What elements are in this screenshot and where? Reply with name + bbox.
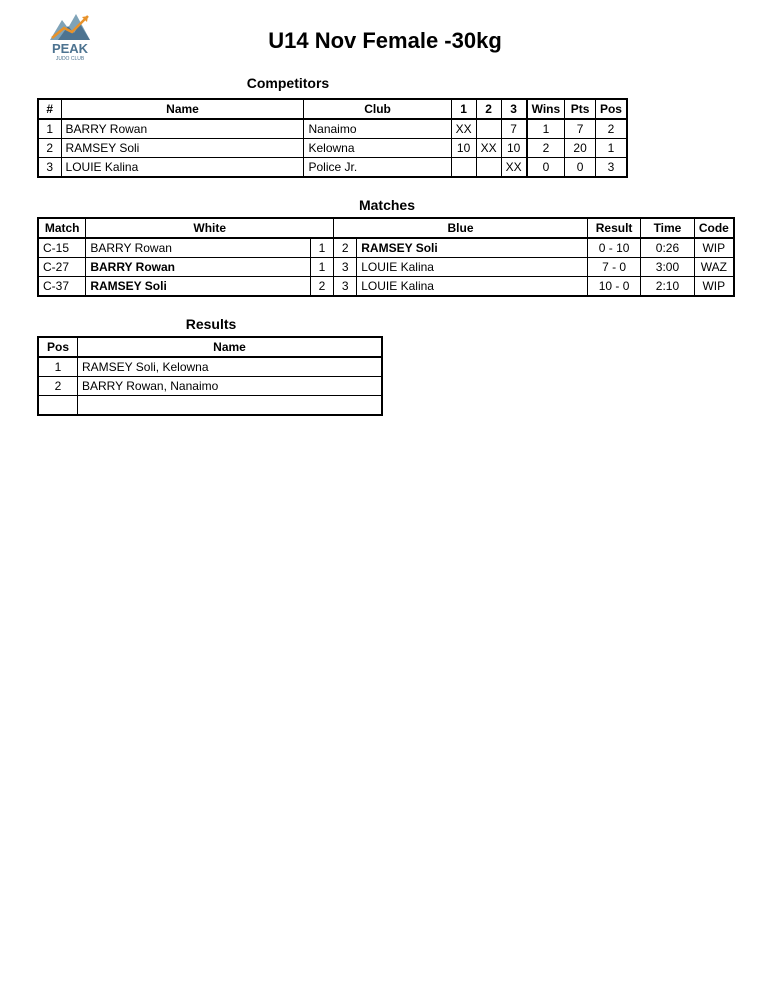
match-result: 0 - 10 bbox=[587, 238, 640, 258]
result-name bbox=[78, 396, 383, 416]
match-result: 7 - 0 bbox=[587, 258, 640, 277]
match-code: WIP bbox=[694, 238, 734, 258]
competitor-name: BARRY Rowan bbox=[61, 119, 304, 139]
col-pos: Pos bbox=[595, 99, 627, 119]
result-name: BARRY Rowan, Nanaimo bbox=[78, 377, 383, 396]
col-code: Code bbox=[694, 218, 734, 238]
match-row bbox=[38, 277, 734, 297]
col-match: Match bbox=[38, 218, 86, 238]
col-score-2: 2 bbox=[476, 99, 501, 119]
match-white-num: 1 bbox=[310, 238, 333, 258]
competitor-score bbox=[476, 119, 501, 139]
competitors-table bbox=[37, 98, 628, 178]
match-blue-num: 3 bbox=[334, 258, 357, 277]
competitor-score: 10 bbox=[451, 139, 476, 158]
col-num: # bbox=[38, 99, 61, 119]
page-title: U14 Nov Female -30kg bbox=[268, 28, 502, 53]
match-id: C-37 bbox=[38, 277, 86, 297]
results-heading: Results bbox=[185, 316, 237, 332]
match-white: BARRY Rowan bbox=[86, 258, 311, 277]
match-row bbox=[38, 238, 734, 258]
match-code: WIP bbox=[694, 277, 734, 297]
competitor-club: Nanaimo bbox=[304, 119, 451, 139]
result-row bbox=[38, 377, 382, 396]
match-time: 0:26 bbox=[641, 238, 694, 258]
matches-table bbox=[37, 217, 735, 297]
competitor-pos: 2 bbox=[595, 119, 627, 139]
match-white-num: 1 bbox=[310, 258, 333, 277]
match-blue: LOUIE Kalina bbox=[357, 258, 588, 277]
col-club: Club bbox=[304, 99, 451, 119]
svg-text:JUDO CLUB: JUDO CLUB bbox=[55, 56, 85, 62]
match-white: BARRY Rowan bbox=[86, 238, 311, 258]
competitor-name: LOUIE Kalina bbox=[61, 158, 304, 178]
competitor-score: XX bbox=[476, 139, 501, 158]
competitor-score: XX bbox=[451, 119, 476, 139]
competitor-num: 3 bbox=[38, 158, 61, 178]
col-score-1: 1 bbox=[451, 99, 476, 119]
match-id: C-15 bbox=[38, 238, 86, 258]
competitor-pos: 3 bbox=[595, 158, 627, 178]
competitor-pts: 7 bbox=[565, 119, 596, 139]
competitor-club: Police Jr. bbox=[304, 158, 451, 178]
competitor-score: XX bbox=[501, 158, 527, 178]
competitor-row bbox=[38, 119, 627, 139]
match-time: 2:10 bbox=[641, 277, 694, 297]
competitors-heading: Competitors bbox=[246, 75, 330, 91]
matches-heading: Matches bbox=[358, 197, 416, 213]
result-pos: 2 bbox=[38, 377, 78, 396]
competitor-pts: 0 bbox=[565, 158, 596, 178]
club-logo bbox=[46, 6, 94, 62]
match-time: 3:00 bbox=[641, 258, 694, 277]
match-row bbox=[38, 258, 734, 277]
competitor-score bbox=[451, 158, 476, 178]
competitor-score: 10 bbox=[501, 139, 527, 158]
result-name: RAMSEY Soli, Kelowna bbox=[78, 357, 383, 377]
col-blue: Blue bbox=[334, 218, 588, 238]
col-result: Result bbox=[587, 218, 640, 238]
competitor-row bbox=[38, 139, 627, 158]
col-wins: Wins bbox=[527, 99, 565, 119]
match-code: WAZ bbox=[694, 258, 734, 277]
match-id: C-27 bbox=[38, 258, 86, 277]
col-time: Time bbox=[641, 218, 694, 238]
mountain-logo-icon bbox=[46, 6, 94, 62]
col-results-pos: Pos bbox=[38, 337, 78, 357]
match-white: RAMSEY Soli bbox=[86, 277, 311, 297]
col-score-3: 3 bbox=[501, 99, 527, 119]
svg-text:PEAK: PEAK bbox=[51, 41, 89, 56]
col-white: White bbox=[86, 218, 334, 238]
competitor-wins: 2 bbox=[527, 139, 565, 158]
match-blue: LOUIE Kalina bbox=[357, 277, 588, 297]
match-result: 10 - 0 bbox=[587, 277, 640, 297]
competitor-num: 1 bbox=[38, 119, 61, 139]
competitor-score: 7 bbox=[501, 119, 527, 139]
results-table bbox=[37, 336, 383, 416]
col-results-name: Name bbox=[78, 337, 383, 357]
col-name: Name bbox=[61, 99, 304, 119]
match-blue-num: 3 bbox=[334, 277, 357, 297]
competitor-wins: 1 bbox=[527, 119, 565, 139]
match-blue-num: 2 bbox=[334, 238, 357, 258]
competitor-wins: 0 bbox=[527, 158, 565, 178]
col-pts: Pts bbox=[565, 99, 596, 119]
result-pos bbox=[38, 396, 78, 416]
competitor-pts: 20 bbox=[565, 139, 596, 158]
match-white-num: 2 bbox=[310, 277, 333, 297]
result-row bbox=[38, 357, 382, 377]
competitor-num: 2 bbox=[38, 139, 61, 158]
competitor-row bbox=[38, 158, 627, 178]
result-row bbox=[38, 396, 382, 416]
competitor-name: RAMSEY Soli bbox=[61, 139, 304, 158]
result-pos: 1 bbox=[38, 357, 78, 377]
competitor-club: Kelowna bbox=[304, 139, 451, 158]
match-blue: RAMSEY Soli bbox=[357, 238, 588, 258]
competitor-score bbox=[476, 158, 501, 178]
competitor-pos: 1 bbox=[595, 139, 627, 158]
